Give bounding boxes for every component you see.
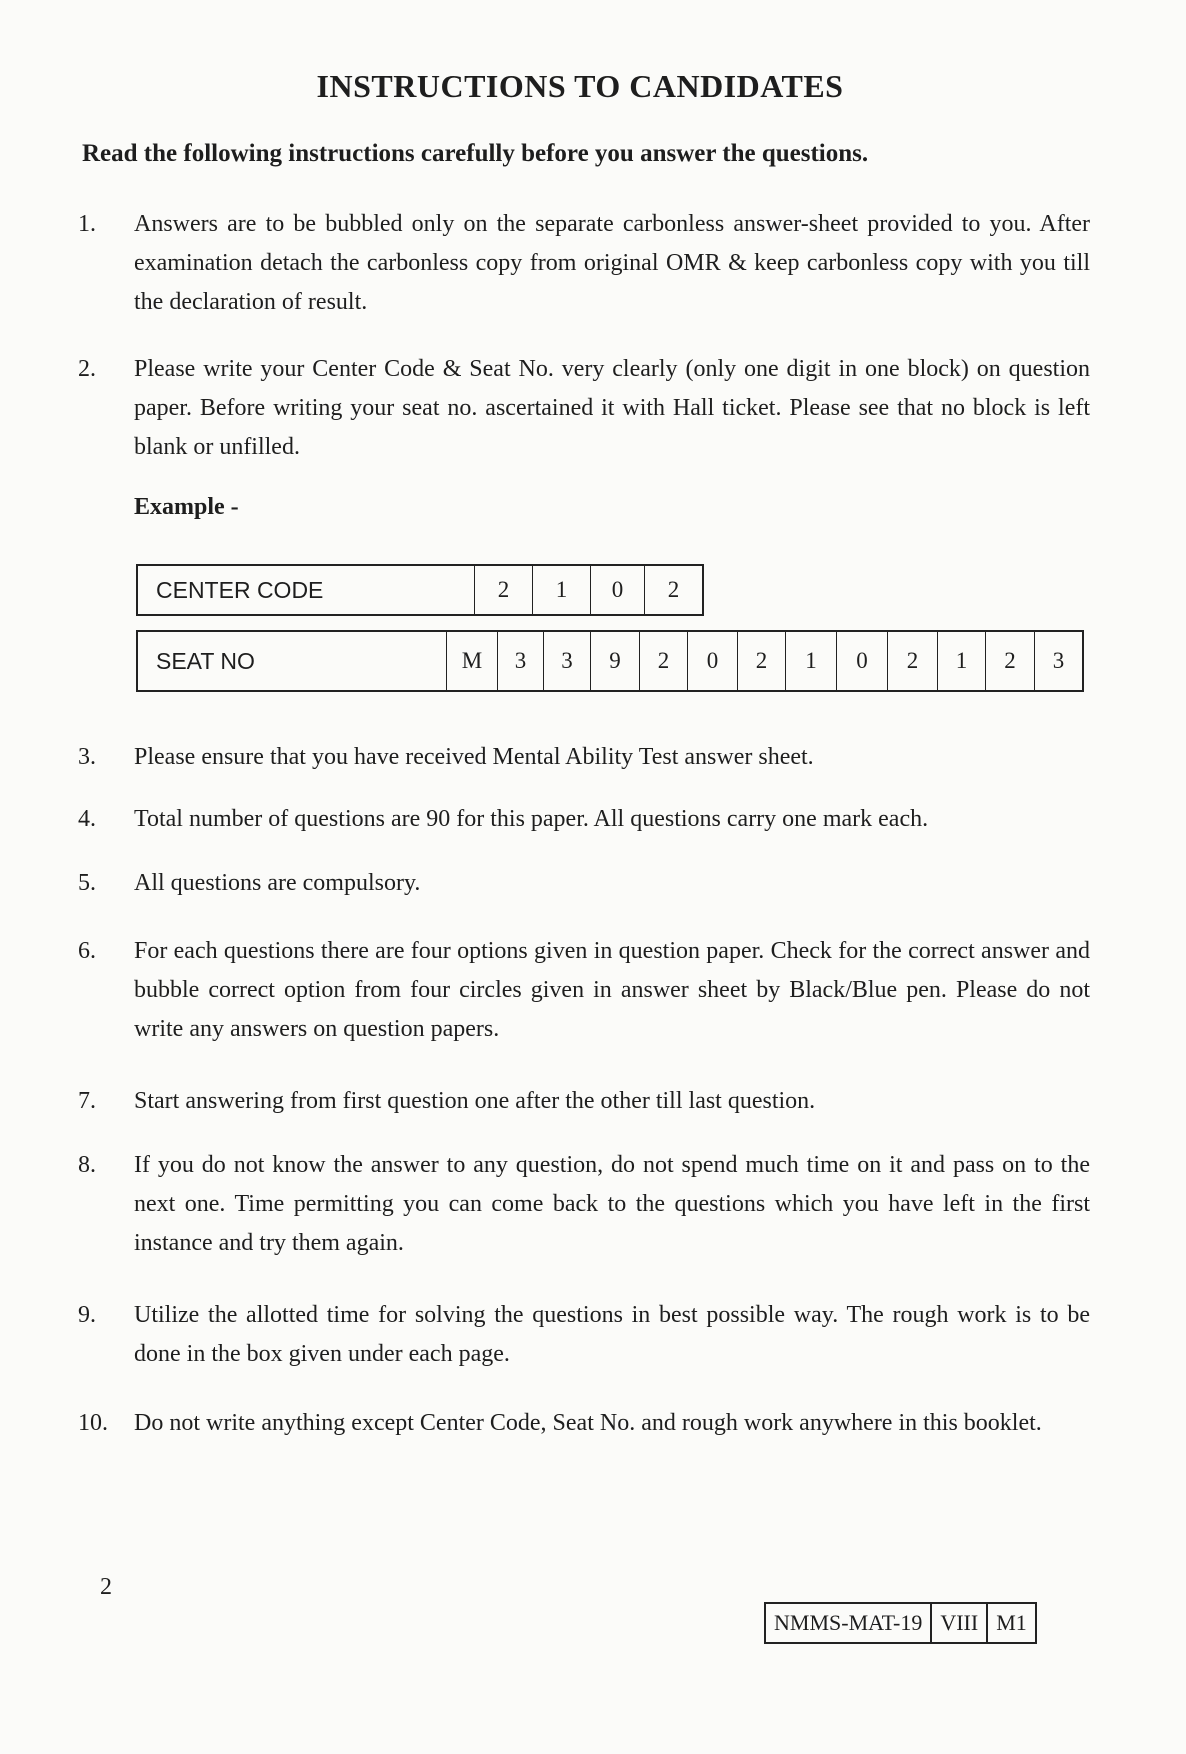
instruction-item [78,1146,1090,1263]
seat-no-digit: 2 [887,632,937,690]
instruction-number: 6. [78,938,96,964]
seat-no-digit: 2 [639,632,687,690]
seat-no-digit: 3 [543,632,590,690]
instruction-number: 7. [78,1088,96,1114]
instruction-number: 4. [78,806,96,832]
seat-no-digit: 9 [590,632,639,690]
seat-no-digit: 2 [737,632,785,690]
seat-no-box [136,630,1084,692]
instruction-item [78,205,1090,322]
page-title: INSTRUCTIONS TO CANDIDATES [316,68,844,104]
instruction-text: Please write your Center Code & Seat No. very clearly (only one digit in one block) on question paper. Before writing your seat no. ascertained it with Hall ticket. Please see that no block is left blank or unfilled. [134,356,1090,460]
seat-no-digit: 2 [985,632,1034,690]
paper-medium: M1 [986,1604,1035,1642]
instruction-number: 3. [78,744,96,770]
center-code-digit: 2 [474,566,532,614]
paper-code: NMMS-MAT-19 [774,1610,923,1635]
instruction-item [78,1404,1090,1443]
instruction-text: Do not write anything except Center Code, Seat No. and rough work anywhere in this booklet. [134,1410,1042,1436]
instruction-number: 9. [78,1302,96,1328]
instruction-text: If you do not know the answer to any question, do not spend much time on it and pass on to the next one. Time permitting you can come back to the questions which you have left in the first instance and try them again. [134,1152,1090,1256]
seat-no-digit: M [446,632,497,690]
instruction-item [78,864,1090,903]
instruction-number: 2. [78,356,96,382]
seat-no-digit: 1 [785,632,836,690]
instruction-number: 8. [78,1152,96,1178]
paper-standard: VIII [930,1604,986,1642]
instruction-text: Utilize the allotted time for solving the questions in best possible way. The rough work is to be done in the box given under each page. [134,1302,1090,1367]
instruction-item [78,932,1090,1049]
center-code-digit: 0 [590,566,644,614]
instruction-text: All questions are compulsory. [134,870,421,896]
instruction-item [78,350,1090,467]
instruction-text: Total number of questions are 90 for this paper. All questions carry one mark each. [134,806,929,832]
instruction-text: For each questions there are four options given in question paper. Check for the correct answer and bubble correct option from four circles given in answer sheet by Black/Blue pen. Please do not write any answers on question papers. [134,938,1090,1042]
instruction-number: 1. [78,211,96,237]
paper-code-box [764,1602,1037,1644]
seat-no-digit: 1 [937,632,985,690]
instruction-item [78,1296,1090,1374]
seat-no-digit: 0 [836,632,887,690]
instruction-text: Start answering from first question one after the other till last question. [134,1088,816,1114]
instruction-number: 5. [78,870,96,896]
instruction-item [78,800,1090,839]
example-label: Example - [134,494,239,520]
page-number: 2 [100,1574,112,1600]
instruction-item [78,1082,1090,1121]
instruction-text: Please ensure that you have received Mental Ability Test answer sheet. [134,744,814,770]
subtitle: Read the following instructions carefully before you answer the questions. [82,140,869,167]
instruction-item [78,738,1090,777]
seat-no-digit: 3 [497,632,543,690]
center-code-digit: 2 [644,566,702,614]
instruction-text: Answers are to be bubbled only on the separate carbonless answer-sheet provided to you. After examination detach the carbonless copy from original OMR & keep carbonless copy with you till the declaration of result. [134,211,1090,315]
center-code-digit: 1 [532,566,590,614]
seat-no-label: SEAT NO [156,647,255,674]
center-code-label: CENTER CODE [156,576,324,603]
center-code-box [136,564,704,616]
instruction-number: 10. [78,1410,108,1436]
seat-no-digit: 3 [1034,632,1082,690]
seat-no-digit: 0 [687,632,737,690]
